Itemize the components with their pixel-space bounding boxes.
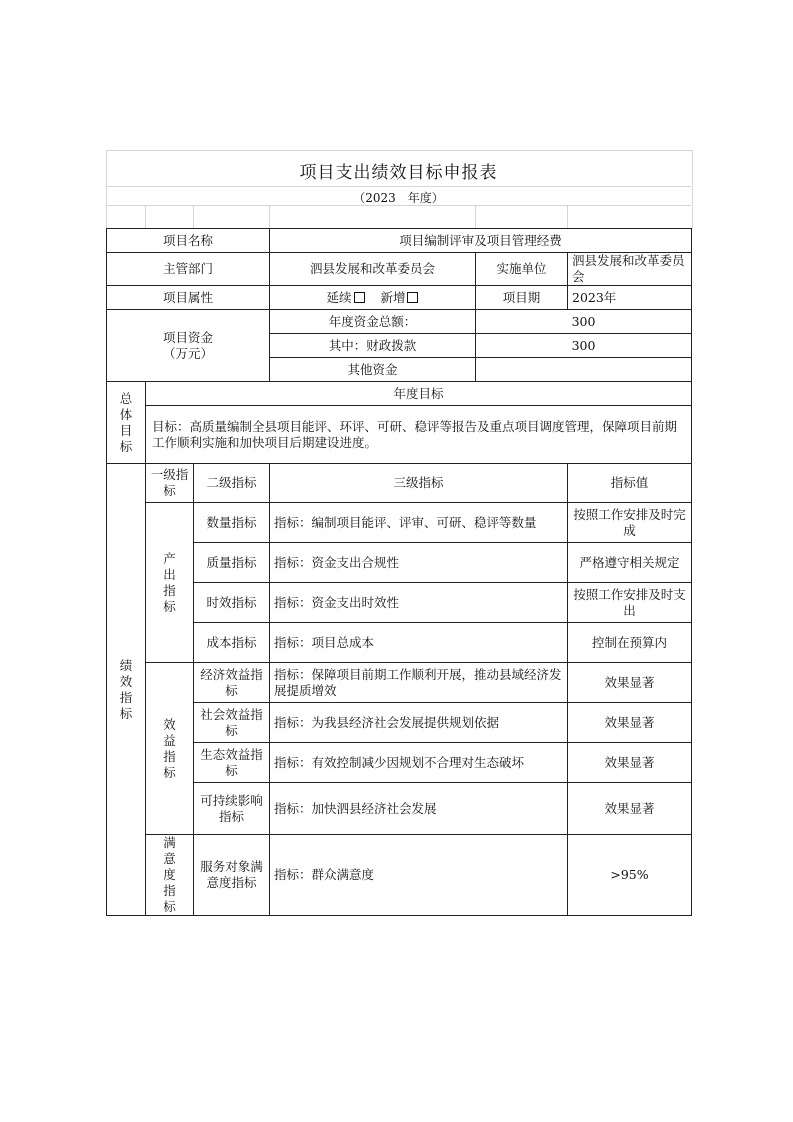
fund-unit: （万元） (162, 345, 213, 361)
table-row (107, 503, 692, 543)
grid-line (567, 205, 568, 228)
value-cell: 效果显著 (568, 703, 692, 743)
indicators-section-label (107, 464, 146, 916)
label-char: 度 (163, 867, 176, 882)
attr-continue-label: 延续 (326, 289, 352, 305)
fiscal-label: 其中：财政拨款 (270, 334, 476, 358)
label-char: 益 (163, 732, 176, 748)
label-char: 指 (119, 689, 133, 705)
label-char: 标 (119, 705, 133, 721)
level2-cell: 质量指标 (194, 543, 270, 583)
label-char: 体 (119, 406, 133, 422)
divider (106, 186, 691, 187)
value-cell: 控制在预算内 (568, 623, 692, 663)
annual-goal-label: 年度目标 (146, 382, 692, 406)
project-name-label: 项目名称 (107, 229, 270, 253)
grid-line (269, 205, 270, 228)
grid-line (475, 205, 476, 228)
other-value (476, 358, 692, 382)
attr-new-label: 新增 (380, 289, 406, 305)
table-row (107, 406, 692, 464)
table-row (107, 229, 692, 253)
level3-cell: 指标：为我县经济社会发展提供规划依据 (270, 703, 568, 743)
level2-cell: 社会效益指标 (194, 703, 270, 743)
grid-line (145, 205, 146, 228)
label-char: 出 (163, 566, 176, 582)
table-row (107, 382, 692, 406)
level2-cell: 数量指标 (194, 503, 270, 543)
value-cell: 效果显著 (568, 663, 692, 703)
label-char: 意 (163, 851, 176, 866)
table-row (107, 783, 692, 835)
label-char: 总 (119, 390, 133, 406)
other-label: 其他资金 (270, 358, 476, 382)
table-row (107, 253, 692, 286)
label-char: 指 (163, 582, 176, 598)
level3-cell: 指标：资金支出合规性 (270, 543, 568, 583)
value-cell: 严格遵守相关规定 (568, 543, 692, 583)
value-cell: >95% (568, 835, 692, 916)
project-name-value: 项目编制评审及项目管理经费 (270, 229, 692, 253)
label-char: 标 (163, 764, 176, 780)
col-level1: 一级指标 (146, 464, 194, 503)
level3-cell: 指标：项目总成本 (270, 623, 568, 663)
level2-cell: 可持续影响指标 (194, 783, 270, 835)
table-row (107, 286, 692, 310)
table-row (107, 703, 692, 743)
fiscal-value: 300 (476, 334, 692, 358)
label-char: 目 (119, 422, 133, 438)
level3-cell: 指标：加快泗县经济社会发展 (270, 783, 568, 835)
value-cell: 按照工作安排及时完成 (568, 503, 692, 543)
label-char: 标 (119, 438, 133, 454)
label-char: 产 (163, 550, 176, 566)
grid-line (193, 205, 194, 228)
satisfaction-label (146, 835, 194, 916)
level3-cell: 指标：保障项目前期工作顺利开展，推动县域经济发展提质增效 (270, 663, 568, 703)
level3-cell: 指标：群众满意度 (270, 835, 568, 916)
table-row (107, 623, 692, 663)
benefit-label (146, 663, 194, 835)
table-row (107, 583, 692, 623)
table-row (107, 663, 692, 703)
period-value: 2023年 (568, 286, 692, 310)
table-row (107, 743, 692, 783)
attr-options (270, 286, 476, 310)
value-cell: 按照工作安排及时支出 (568, 583, 692, 623)
level2-cell: 经济效益指标 (194, 663, 270, 703)
table-row (107, 543, 692, 583)
table-row (107, 835, 692, 916)
period-label: 项目期 (476, 286, 568, 310)
unit-value: 泗县发展和改革委员会 (568, 253, 692, 286)
label-char: 效 (163, 716, 176, 732)
fund-label-cell (107, 310, 270, 382)
level2-cell: 成本指标 (194, 623, 270, 663)
unit-label: 实施单位 (476, 253, 568, 286)
report-year: （2023 年度） (353, 191, 444, 205)
table-row (107, 310, 692, 334)
level2-cell: 时效指标 (194, 583, 270, 623)
table-row (107, 464, 692, 503)
label-char: 绩 (119, 657, 133, 673)
label-char: 标 (163, 598, 176, 614)
label-char: 标 (163, 899, 176, 914)
col-value: 指标值 (568, 464, 692, 503)
checkbox (407, 292, 418, 303)
annual-total-label: 年度资金总额： (270, 310, 476, 334)
fund-label: 项目资金 (162, 329, 213, 345)
checkbox (354, 292, 365, 303)
value-cell: 效果显著 (568, 783, 692, 835)
label-char: 满 (163, 835, 176, 850)
col-level3: 三级指标 (270, 464, 568, 503)
annual-total-value: 300 (476, 310, 692, 334)
output-label (146, 503, 194, 663)
level2-cell: 服务对象满意度指标 (194, 835, 270, 916)
dept-label: 主管部门 (107, 253, 270, 286)
annual-goal-text: 目标：高质量编制全县项目能评、环评、可研、稳评等报告及重点项目调度管理，保障项目前期工作顺利实施和加快项目后期建设进度。 (146, 406, 692, 464)
level3-cell: 指标：编制项目能评、评审、可研、稳评等数量 (270, 503, 568, 543)
attr-label: 项目属性 (107, 286, 270, 310)
page-title: 项目支出绩效目标申报表 (299, 163, 498, 183)
level3-cell: 指标：有效控制减少因规划不合理对生态破坏 (270, 743, 568, 783)
label-char: 效 (119, 673, 133, 689)
goal-section-label (107, 382, 146, 464)
col-level2: 二级指标 (194, 464, 270, 503)
level3-cell: 指标：资金支出时效性 (270, 583, 568, 623)
label-char: 指 (163, 883, 176, 898)
label-char: 指 (163, 748, 176, 764)
level2-cell: 生态效益指标 (194, 743, 270, 783)
performance-table (106, 228, 692, 916)
value-cell: 效果显著 (568, 743, 692, 783)
dept-value: 泗县发展和改革委员会 (270, 253, 476, 286)
